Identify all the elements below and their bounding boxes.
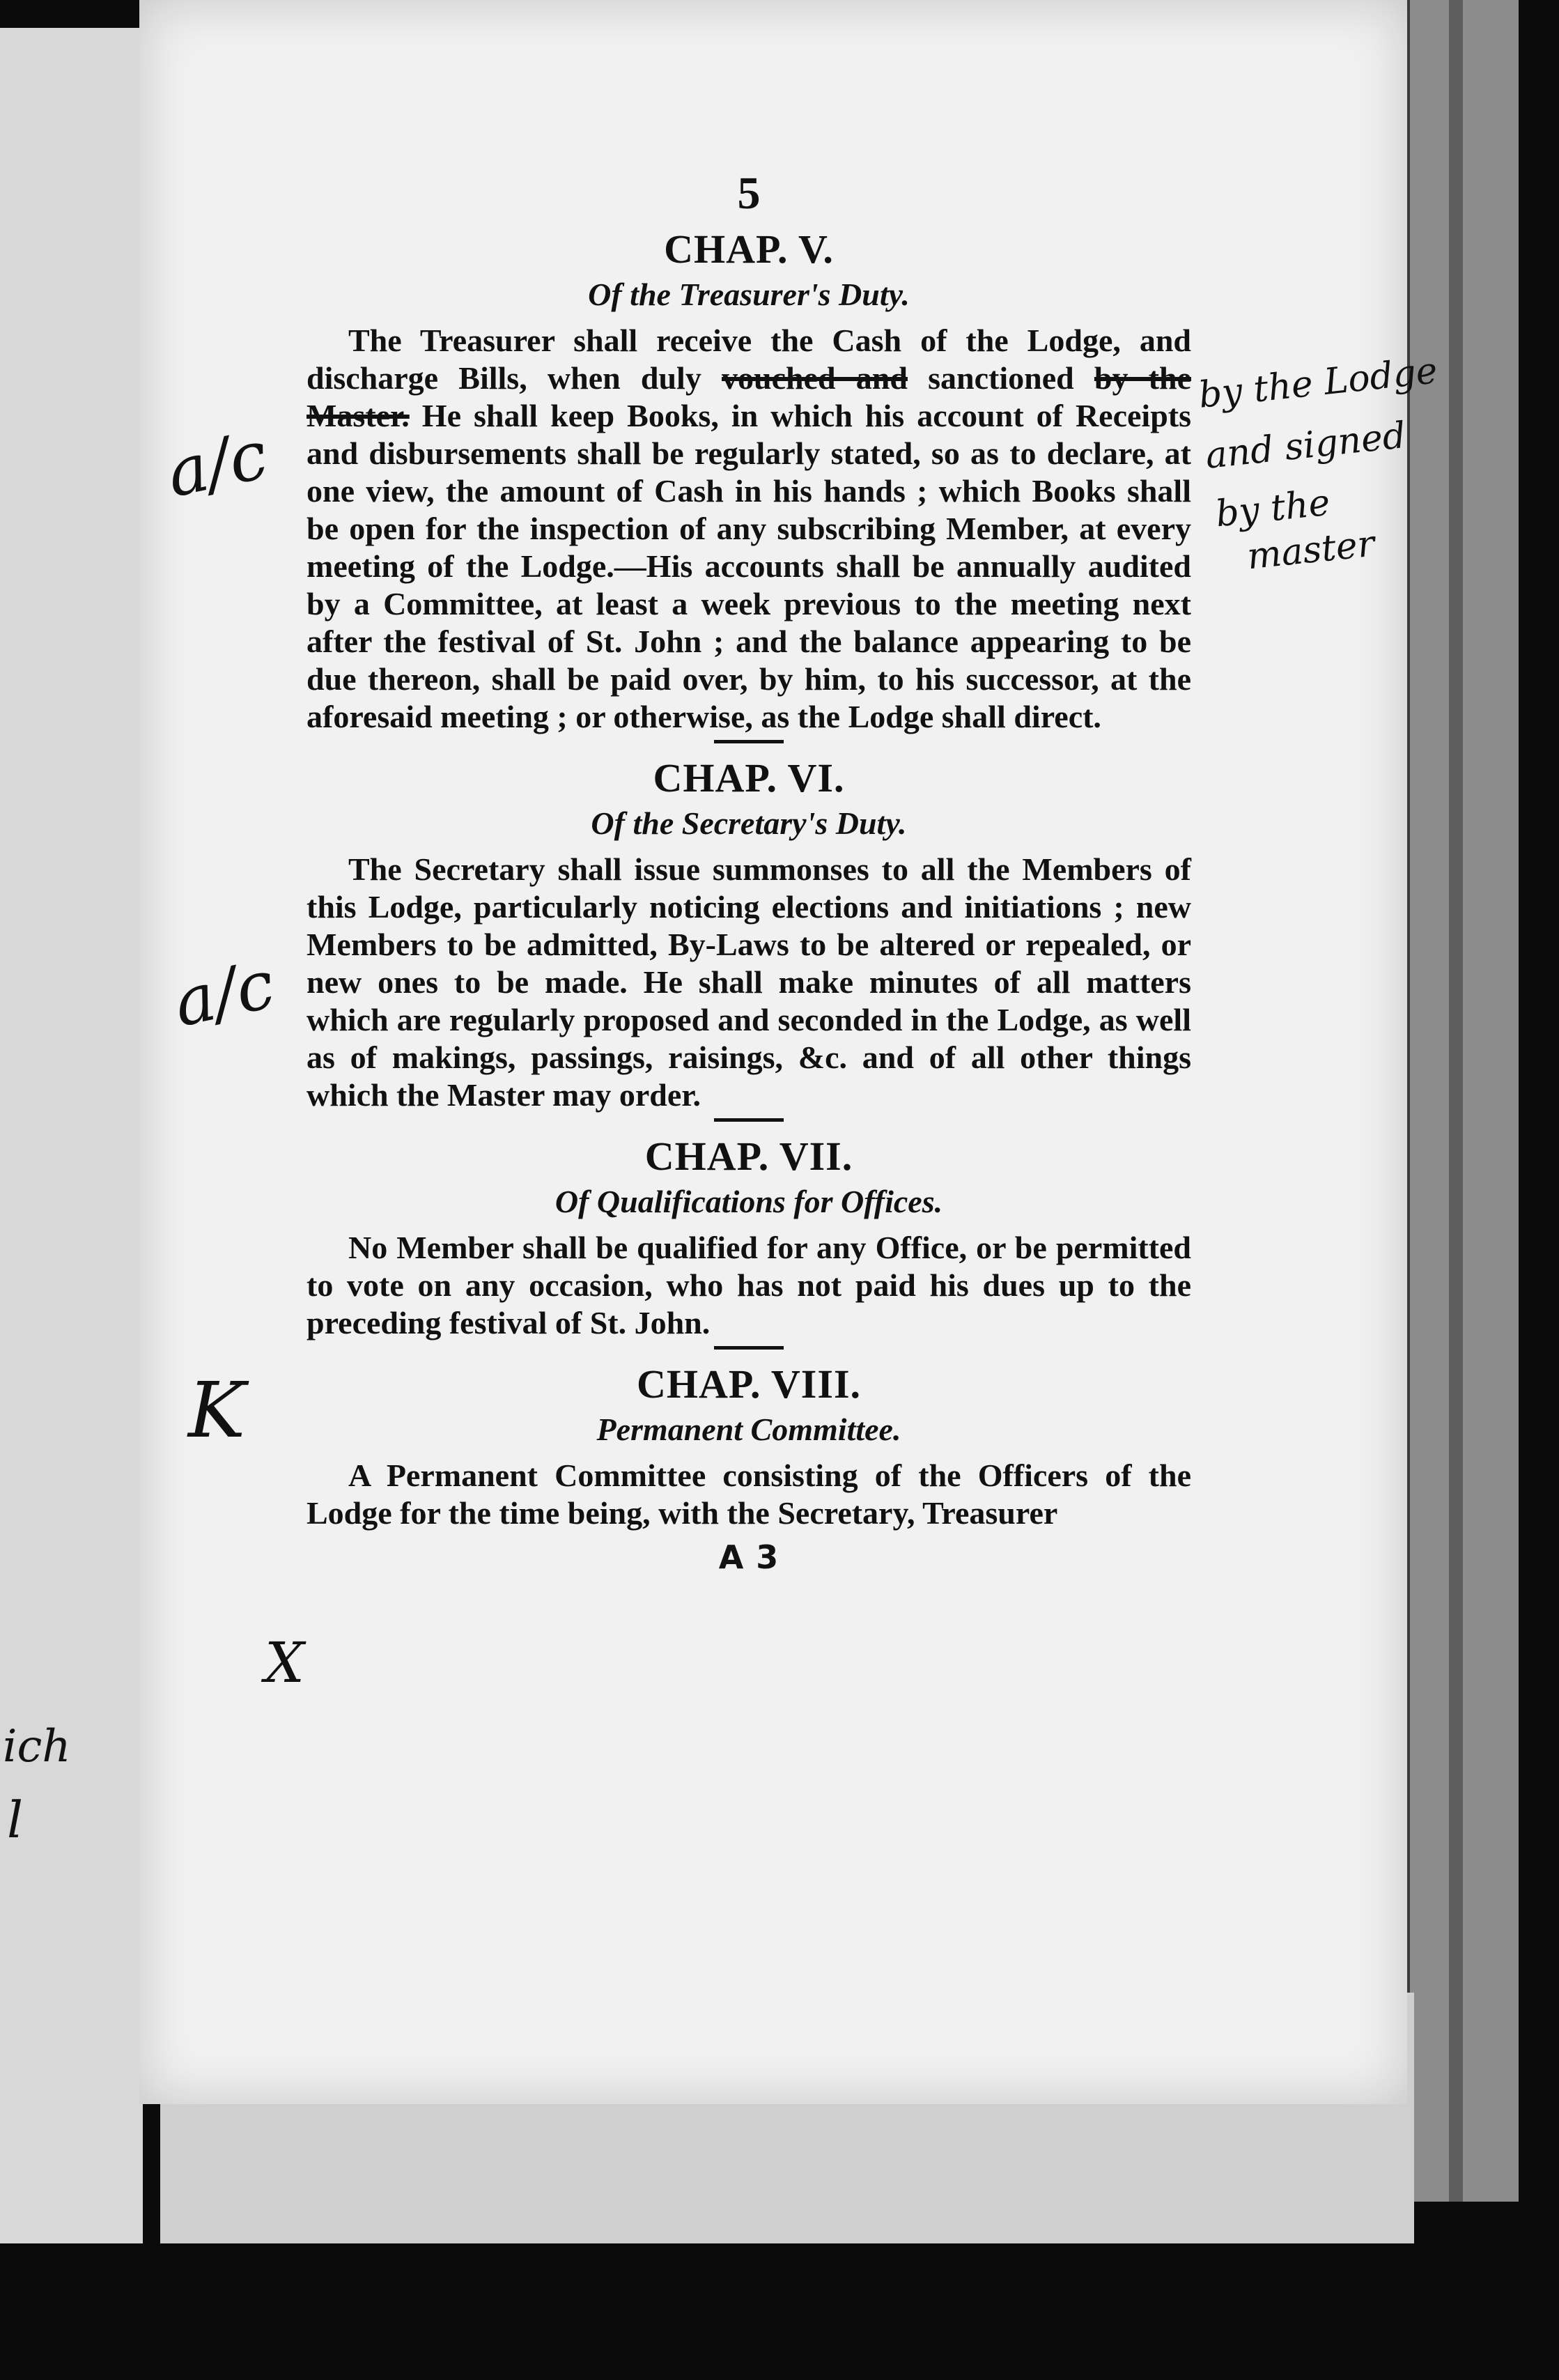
chapter-heading-7: CHAP. VII. [644,1134,853,1179]
previous-page-edge [0,28,143,2243]
page-number: 5 [737,168,761,219]
chapter-heading-8: CHAP. VIII. [636,1361,862,1407]
left-margin-mark-2: a/c [166,945,281,1042]
chapter-7-paragraph: No Member shall be qualified for any Office, or be permitted to vote on any occasion, who has not paid his dues up to the preceding festival of St. John. [307,1230,1191,1340]
chapter-5-paragraph [307,322,1191,736]
section-rule [714,1118,784,1122]
struck-text: vouched and [722,360,908,396]
left-margin-mark-3: K [188,1366,246,1455]
chapter-heading-5: CHAP. V. [664,226,834,272]
paragraph-text: The Treasurer shall receive the Cash of the Lodge, and discharge Bills, when duly [307,323,1191,396]
chapter-subtitle-7: Of Qualifications for Offices. [554,1184,943,1219]
section-rule [714,1346,784,1350]
signature-mark: A 3 [718,1538,779,1576]
page-edge-line-2 [1449,0,1463,2202]
margin-note-line-4: master [1245,523,1377,578]
paragraph-text: sanctioned [907,360,1094,396]
margin-note-line-3: by the [1213,481,1333,536]
prev-page-fragment-1: ich [3,1721,71,1772]
page-text [307,167,1191,1582]
struck-text: by the Master. [307,360,1191,433]
chapter-6-paragraph: The Secretary shall issue summonses to all the Members of this Lodge, particularly noticing elections and initiations ; new Members to be admitted, By-Laws to be altered or repealed, or new ones to be made. He shall make minutes of all matters which are regularly proposed and seconded in the Lodge, as well as of makings, passings, raisings, &c. and of all other things which the Master may order. [307,851,1191,1113]
left-margin-mark-4: X [265,1630,304,1695]
paragraph-text: He shall keep Books, in which his account of Receipts and disbursements shall be regularly stated, so as to declare, at one view, the amount of Cash in his hands ; which Books shall be open for the inspection of any subscribing Member, at every meeting of the Lodge.—His accounts shall be annually audited by a Committee, at least a week previous to the meeting next after the festival of St. John ; and the balance appearing to be due thereon, shall be paid over, by him, to his successor, at the aforesaid meeting ; or otherwise, as the Lodge shall direct. [307,398,1191,734]
chapter-subtitle-6: Of the Secretary's Duty. [591,805,907,841]
left-margin-mark-1: a/c [160,415,274,513]
margin-note-line-1: by the Lodge [1196,350,1440,417]
chapter-8-paragraph: A Permanent Committee consisting of the Officers of the Lodge for the time being, with the Secretary, Treasurer [307,1458,1191,1531]
chapter-subtitle-5: Of the Treasurer's Duty. [588,277,910,312]
chapter-subtitle-8: Permanent Committee. [596,1412,901,1447]
section-rule [714,740,784,743]
margin-note-line-2: and signed [1203,415,1408,477]
chapter-heading-6: CHAP. VI. [653,755,845,801]
prev-page-fragment-2: l [7,1791,24,1849]
